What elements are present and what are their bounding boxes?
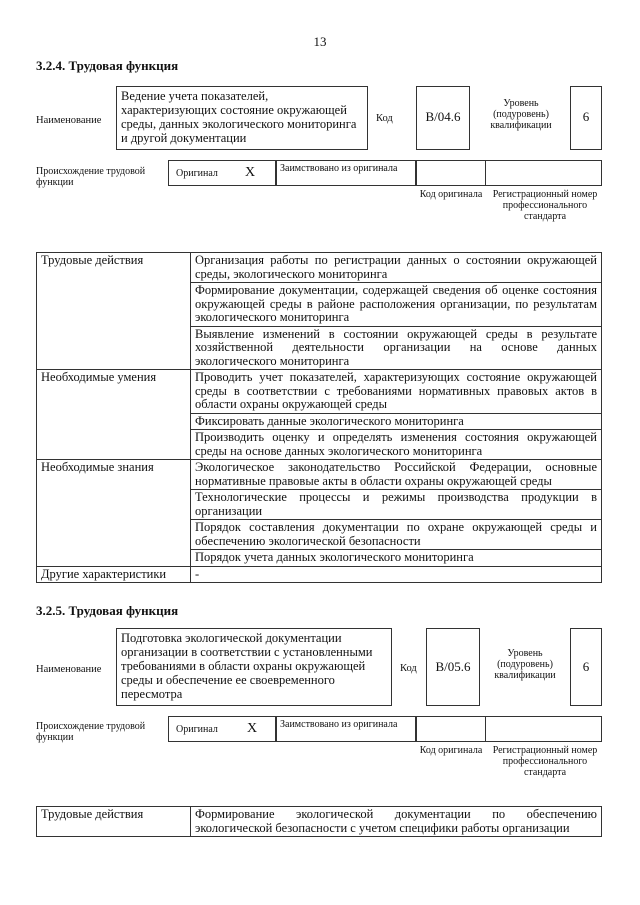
reg-number-label: Регистрационный номер профессионального стандарта [492, 189, 598, 222]
code-box [426, 628, 480, 706]
orig-code-cell [416, 160, 486, 186]
borrowed-label: Заимствовано из оригинала [280, 163, 398, 174]
level-box [570, 86, 602, 150]
original-label: Оригинал [176, 168, 218, 179]
labor-actions-label: Трудовые действия [37, 253, 191, 370]
borrowed-label: Заимствовано из оригинала [280, 719, 398, 730]
level-label: Уровень (подуровень) квалификации [490, 98, 552, 131]
code-label: Код [376, 113, 393, 124]
labor-actions-label: Трудовые действия [37, 807, 191, 837]
knowledge-item: Порядок учета данных экологического мониторинга [191, 550, 602, 567]
knowledge-item: Порядок составления документации по охране окружающей среды и обеспечению экологической безопасности [191, 520, 602, 550]
labor-action-item: Выявление изменений в состоянии окружающей среды в результате хозяйственной деятельности организации на основе данных экологического мониторинга [191, 326, 602, 370]
level-value: 6 [582, 109, 590, 124]
knowledge-label: Необходимые знания [37, 460, 191, 567]
level-box [570, 628, 602, 706]
skill-item: Производить оценку и определять изменения состояния окружающей среды на основе данных экологического мониторинга [191, 430, 602, 460]
code-value: B/05.6 [435, 659, 471, 674]
code-box [416, 86, 470, 150]
skills-label: Необходимые умения [37, 370, 191, 460]
function-name-box [116, 628, 392, 706]
skill-item: Фиксировать данные экологического мониторинга [191, 413, 602, 430]
origin-label: Происхождение трудовой функции [36, 721, 146, 743]
orig-code-cell [416, 716, 486, 742]
labor-action-item: Формирование экологической документации по обеспечению экологической безопасности с учетом специфики работы организации [191, 807, 602, 837]
level-label: Уровень (подуровень) квалификации [494, 648, 556, 681]
code-value: B/04.6 [425, 109, 461, 124]
skill-item: Проводить учет показателей, характеризующих состояние окружающей среды в соответствии с требованиями нормативных правовых актов в области охраны окружающей среды [191, 370, 602, 414]
original-mark: X [245, 165, 256, 180]
requirements-table [36, 252, 602, 583]
function-name-box [116, 86, 368, 150]
labor-action-item: Организация работы по регистрации данных о состоянии окружающей среды, экологического мониторинга [191, 253, 602, 283]
section-heading: 3.2.4. Трудовая функция [36, 58, 179, 73]
orig-code-label: Код оригинала [419, 189, 483, 200]
reg-number-label: Регистрационный номер профессионального стандарта [492, 745, 598, 778]
function-name: Ведение учета показателей, характеризующих состояние окружающей среды, данных экологического мониторинга и другой документации [121, 89, 357, 145]
name-label: Наименование [36, 115, 102, 126]
requirements-table [36, 806, 602, 837]
original-label: Оригинал [176, 724, 218, 735]
orig-code-label: Код оригинала [419, 745, 483, 756]
knowledge-item: Экологическое законодательство Российской Федерации, основные нормативные правовые акты в области охраны окружающей среды [191, 460, 602, 490]
origin-label: Происхождение трудовой функции [36, 166, 146, 188]
name-label: Наименование [36, 664, 102, 675]
other-value: - [191, 566, 602, 583]
code-label: Код [400, 663, 417, 674]
other-label: Другие характеристики [37, 566, 191, 583]
original-mark: X [247, 721, 258, 736]
function-name: Подготовка экологической документации организации в соответствии с установленными требованиями в области охраны окружающей среды и обеспечение ее своевременного пересмотра [121, 631, 373, 701]
knowledge-item: Технологические процессы и режимы производства продукции в организации [191, 490, 602, 520]
page-number: 13 [313, 34, 327, 49]
labor-action-item: Формирование документации, содержащей сведения об оценке состояния окружающей среды в районе расположения организации, по результатам экологического мониторинга [191, 283, 602, 327]
section-heading: 3.2.5. Трудовая функция [36, 603, 179, 618]
level-value: 6 [582, 659, 590, 674]
